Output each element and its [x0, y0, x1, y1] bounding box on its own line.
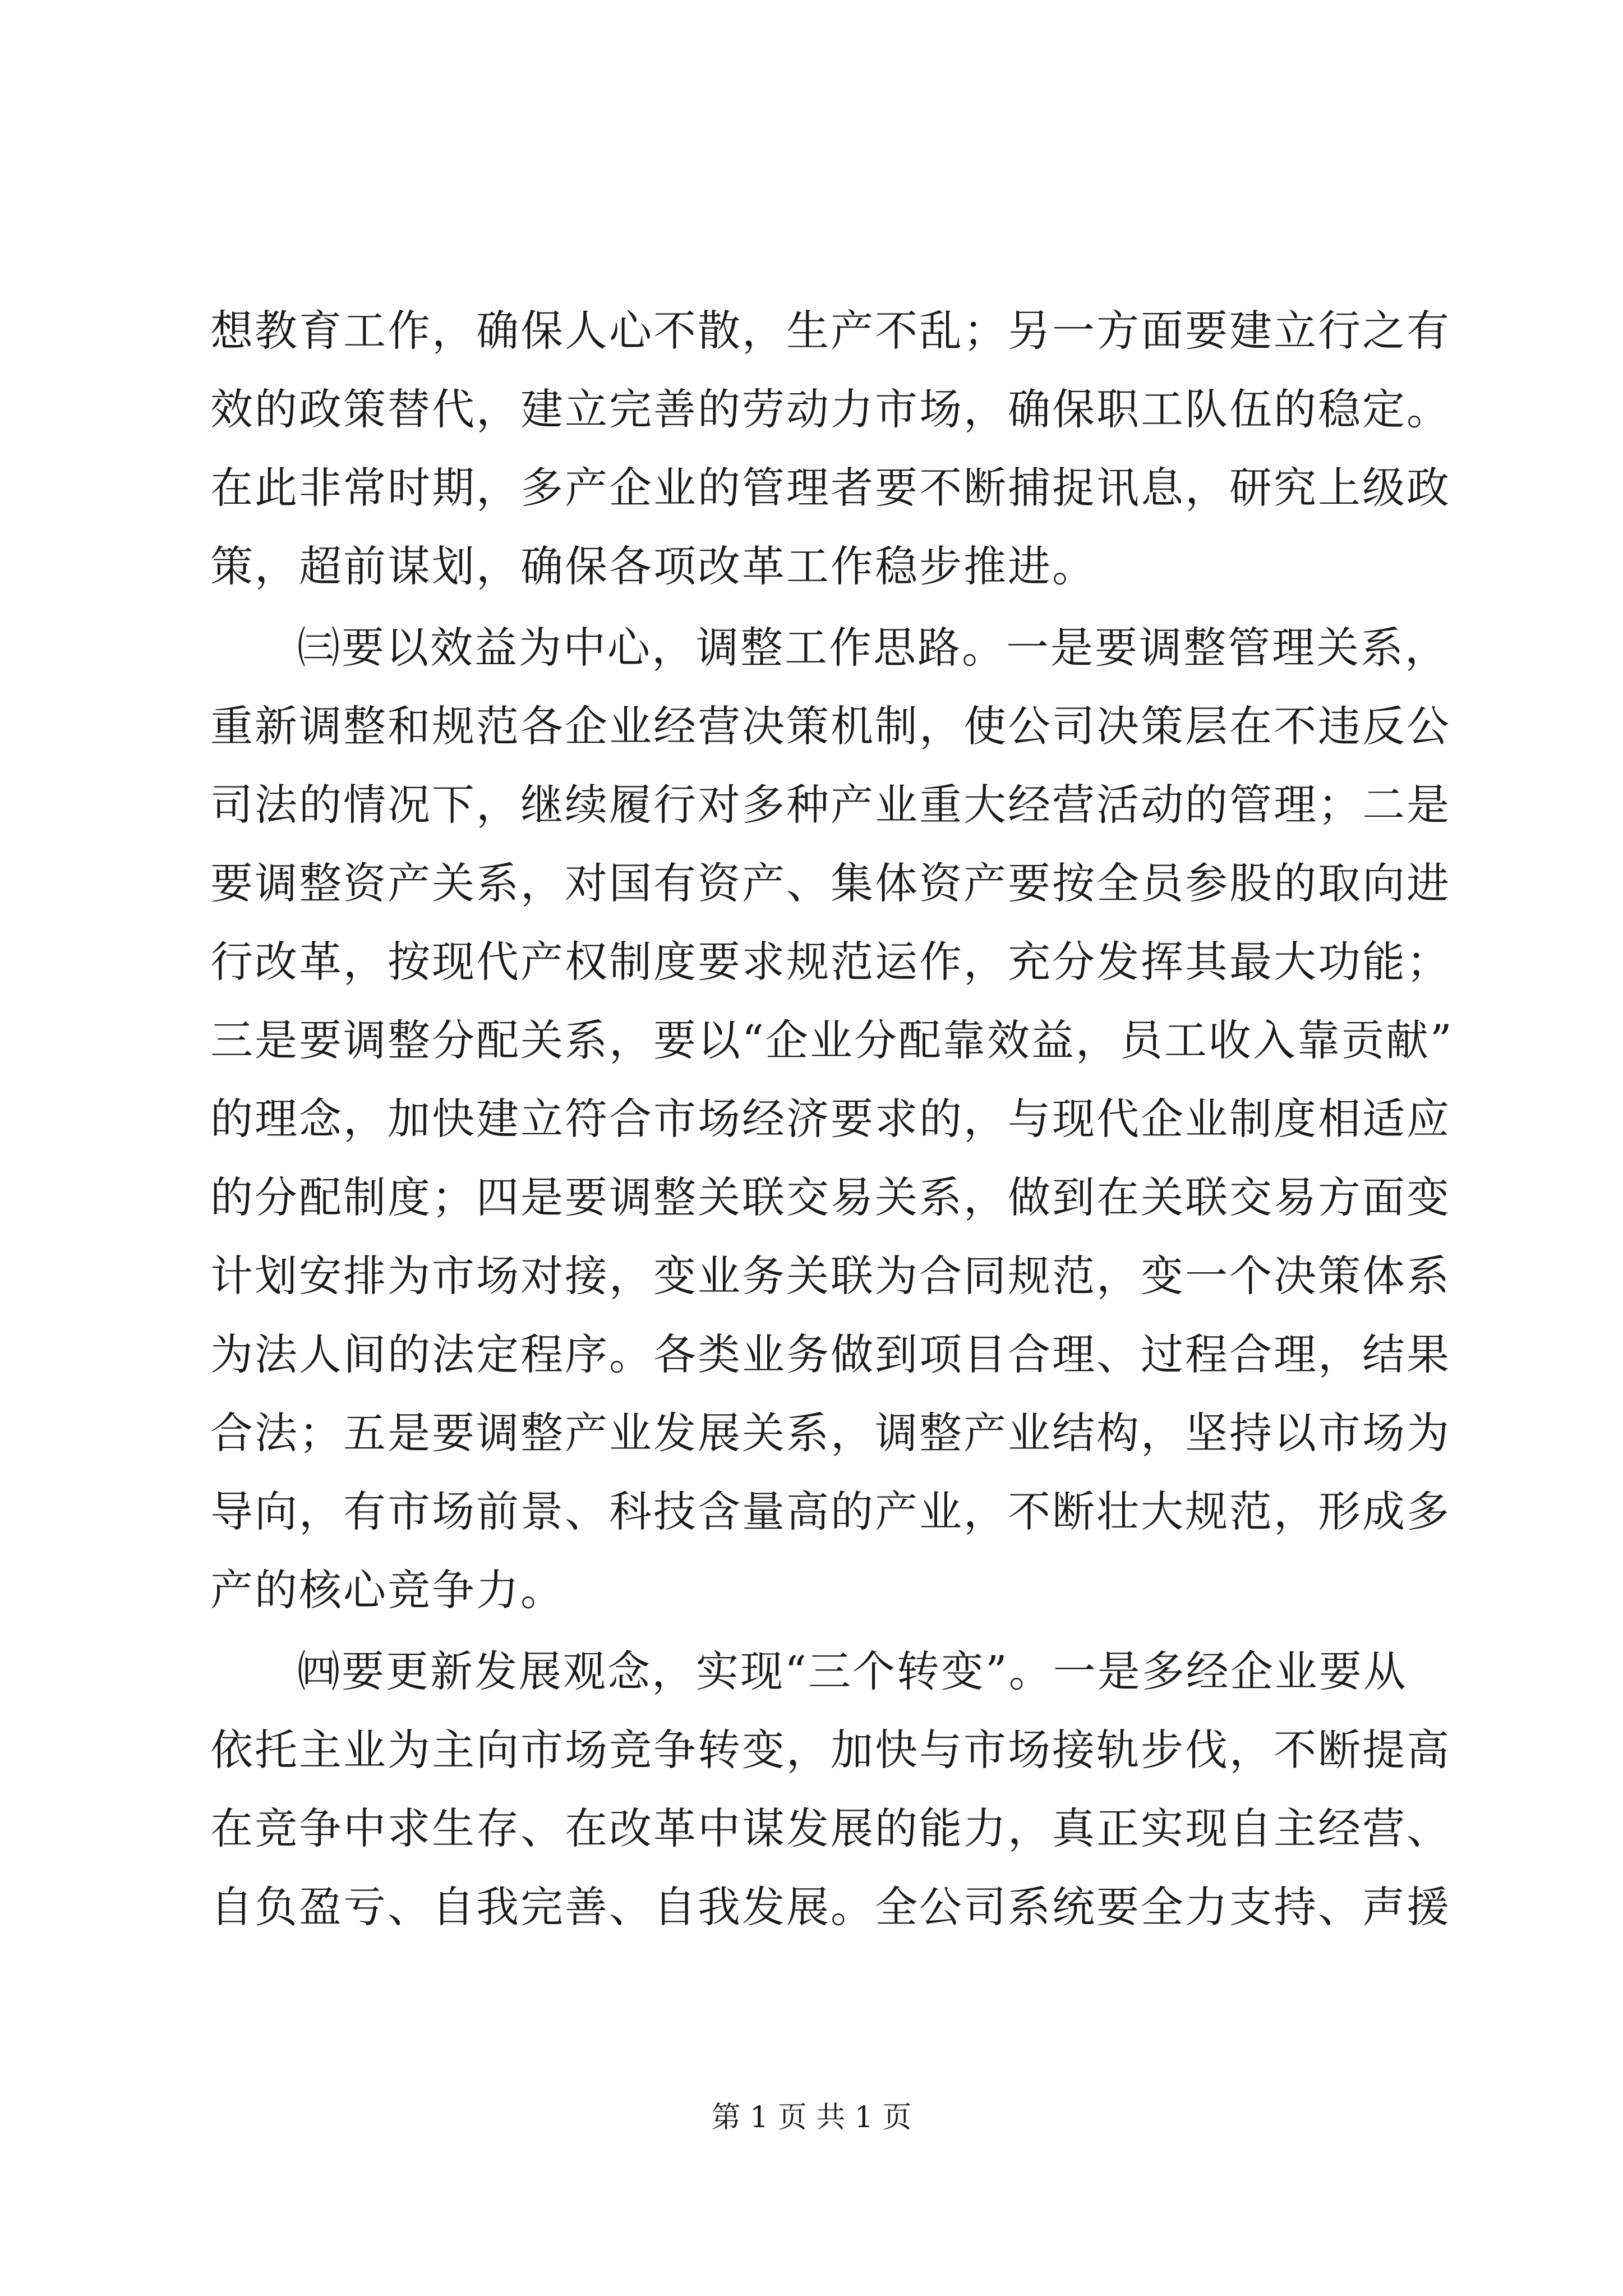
text-line: 想教育工作，确保人心不散，生产不乱；另一方面要建立行之有 [210, 306, 1451, 356]
text-line: 效的政策替代，建立完善的劳动力市场，确保职工队伍的稳定。 [210, 384, 1451, 434]
text-line: 产的核心竞争力。 [210, 1565, 565, 1615]
text-line: 司法的情况下，继续履行对多种产业重大经营活动的管理；二是 [210, 780, 1451, 830]
text-line: 行改革，按现代产权制度要求规范运作，充分发挥其最大功能； [210, 937, 1451, 987]
text-line: 要调整资产关系，对国有资产、集体资产要按全员参股的取向进 [210, 858, 1451, 908]
text-line: 为法人间的法定程序。各类业务做到项目合理、过程合理，结果 [210, 1329, 1451, 1379]
page-footer: 第 1 页 共 1 页 [711, 2101, 912, 2134]
text-line: 三是要调整分配关系，要以“企业分配靠效益，员工收入靠贡献” [210, 1015, 1454, 1065]
text-line: 依托主业为主向市场竞争转变，加快与市场接轨步伐，不断提高 [210, 1725, 1451, 1775]
text-line: 的分配制度；四是要调整关联交易关系，做到在关联交易方面变 [210, 1172, 1451, 1222]
text-line: 导向，有市场前景、科技含量高的产业，不断壮大规范，形成多 [210, 1487, 1451, 1536]
text-line: 在竞争中求生存、在改革中谋发展的能力，真正实现自主经营、 [210, 1803, 1451, 1853]
text-line: 在此非常时期，多产企业的管理者要不断捕捉讯息，研究上级政 [210, 463, 1451, 513]
text-line: 策，超前谋划，确保各项改革工作稳步推进。 [210, 541, 1096, 591]
text-line: 自负盈亏、自我完善、自我发展。全公司系统要全力支持、声援 [210, 1882, 1451, 1932]
text-line: 重新调整和规范各企业经营决策机制，使公司决策层在不违反公 [210, 701, 1451, 751]
text-line: 合法；五是要调整产业发展关系，调整产业结构，坚持以市场为 [210, 1408, 1451, 1458]
text-line: 的理念，加快建立符合市场经济要求的，与现代企业制度相适应 [210, 1094, 1451, 1144]
text-line: 计划安排为市场对接，变业务关联为合同规范，变一个决策体系 [210, 1251, 1451, 1301]
paragraph-start-line: ㈣要更新发展观念，实现“三个转变”。一是多经企业要从 [297, 1646, 1408, 1696]
paragraph-start-line: ㈢要以效益为中心，调整工作思路。一是要调整管理关系， [297, 623, 1449, 673]
